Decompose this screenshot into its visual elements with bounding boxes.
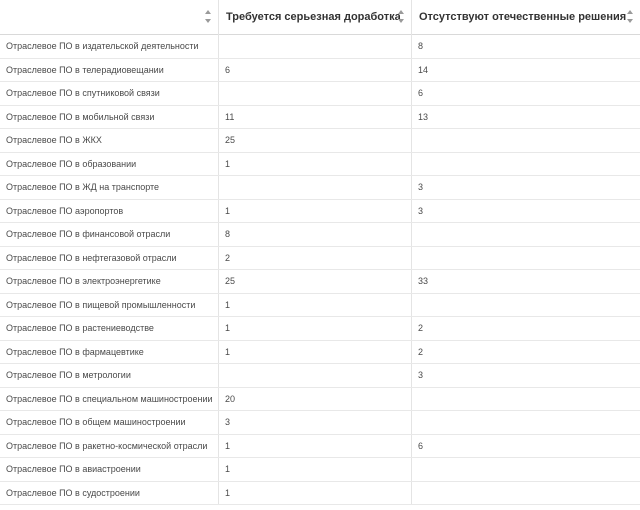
cell-needs-rework: 11 xyxy=(219,106,412,129)
cell-category: Отраслевое ПО в спутниковой связи xyxy=(0,82,219,105)
table-row xyxy=(0,341,640,365)
cell-no-domestic-solutions xyxy=(412,247,640,270)
table-row xyxy=(0,247,640,271)
table-row xyxy=(0,270,640,294)
cell-no-domestic-solutions: 3 xyxy=(418,370,424,380)
cell-needs-rework: 6 xyxy=(219,59,412,82)
cell-category: Отраслевое ПО в метрологии xyxy=(0,364,219,387)
cell-category: Отраслевое ПО в ракетно-космической отрасли xyxy=(0,435,219,458)
cell-category: Отраслевое ПО в специальном машиностроении xyxy=(0,388,219,411)
cell-needs-rework: 1 xyxy=(219,317,412,340)
cell-no-domestic-solutions xyxy=(412,458,640,481)
cell-needs-rework: 1 xyxy=(219,341,412,364)
table-row xyxy=(0,223,640,247)
cell-needs-rework: 25 xyxy=(219,270,412,293)
cell-no-domestic-solutions: 13 xyxy=(418,111,429,122)
cell-no-domestic-solutions: 2 xyxy=(418,346,424,357)
table-row xyxy=(0,458,640,482)
table-row xyxy=(0,364,640,388)
cell-category: Отраслевое ПО в образовании xyxy=(0,153,219,176)
table-row xyxy=(0,176,640,200)
cell-no-domestic-solutions: 33 xyxy=(418,276,429,286)
cell-needs-rework xyxy=(219,82,412,105)
cell-needs-rework: 1 xyxy=(219,482,412,505)
cell-needs-rework: 2 xyxy=(219,247,412,270)
cell-category: Отраслевое ПО в растениеводстве xyxy=(0,317,219,340)
cell-category: Отраслевое ПО в пищевой промышленности xyxy=(0,294,219,317)
cell-needs-rework: 3 xyxy=(219,411,412,434)
cell-no-domestic-solutions xyxy=(412,223,640,246)
cell-category: Отраслевое ПО в электроэнергетике xyxy=(0,270,219,293)
column-header-no-domestic-solutions[interactable] xyxy=(412,0,640,35)
cell-needs-rework: 1 xyxy=(219,153,412,176)
cell-no-domestic-solutions xyxy=(412,482,640,505)
cell-category: Отраслевое ПО в судостроении xyxy=(0,482,219,505)
table-row xyxy=(0,482,640,506)
cell-no-domestic-solutions xyxy=(412,129,640,152)
cell-needs-rework: 1 xyxy=(219,200,412,223)
cell-no-domestic-solutions: 3 xyxy=(418,182,424,192)
cell-needs-rework: 1 xyxy=(219,458,412,481)
cell-needs-rework: 20 xyxy=(219,388,412,411)
cell-no-domestic-solutions xyxy=(412,153,640,176)
cell-no-domestic-solutions: 6 xyxy=(418,88,424,98)
cell-category: Отраслевое ПО в фармацевтике xyxy=(0,341,219,364)
cell-no-domestic-solutions: 3 xyxy=(418,205,424,216)
table-row xyxy=(0,35,640,59)
cell-no-domestic-solutions: 8 xyxy=(418,41,424,51)
cell-no-domestic-solutions xyxy=(412,411,640,434)
cell-category: Отраслевое ПО в мобильной связи xyxy=(0,106,219,129)
cell-no-domestic-solutions xyxy=(412,294,640,317)
cell-no-domestic-solutions xyxy=(412,388,640,411)
cell-no-domestic-solutions: 2 xyxy=(418,323,424,333)
table-row xyxy=(0,294,640,318)
cell-needs-rework: 8 xyxy=(219,223,412,246)
table-row xyxy=(0,388,640,412)
table-row xyxy=(0,317,640,341)
cell-needs-rework xyxy=(219,176,412,199)
table-row xyxy=(0,82,640,106)
table-row xyxy=(0,129,640,153)
cell-no-domestic-solutions: 14 xyxy=(418,64,429,75)
cell-category: Отраслевое ПО аэропортов xyxy=(0,200,219,223)
table-row xyxy=(0,435,640,459)
cell-category: Отраслевое ПО в издательской деятельности xyxy=(0,35,219,58)
column-header-label: Отсутствуют отечественные решения xyxy=(419,11,627,23)
sort-arrows-icon[interactable] xyxy=(398,8,406,28)
column-header-label: Требуется серьезная доработка xyxy=(226,11,401,23)
column-header-category[interactable] xyxy=(0,0,219,35)
sort-arrows-icon[interactable] xyxy=(205,8,213,28)
cell-category: Отраслевое ПО в ЖКХ xyxy=(0,129,219,152)
cell-needs-rework xyxy=(219,364,412,387)
cell-needs-rework xyxy=(219,35,412,58)
cell-needs-rework: 1 xyxy=(219,294,412,317)
cell-needs-rework: 25 xyxy=(219,129,412,152)
table-row xyxy=(0,106,640,130)
cell-category: Отраслевое ПО в телерадиовещании xyxy=(0,59,219,82)
table-row xyxy=(0,411,640,435)
cell-needs-rework: 1 xyxy=(219,435,412,458)
table-header xyxy=(0,0,640,35)
cell-category: Отраслевое ПО в нефтегазовой отрасли xyxy=(0,247,219,270)
cell-category: Отраслевое ПО в финансовой отрасли xyxy=(0,223,219,246)
table-row xyxy=(0,200,640,224)
cell-category: Отраслевое ПО в авиастроении xyxy=(0,458,219,481)
cell-no-domestic-solutions: 6 xyxy=(418,440,424,451)
table-row xyxy=(0,153,640,177)
column-header-needs-rework[interactable] xyxy=(219,0,412,35)
table-row xyxy=(0,59,640,83)
cell-category: Отраслевое ПО в общем машиностроении xyxy=(0,411,219,434)
sort-arrows-icon[interactable] xyxy=(627,8,635,28)
cell-category: Отраслевое ПО в ЖД на транспорте xyxy=(0,176,219,199)
table-body xyxy=(0,35,640,505)
